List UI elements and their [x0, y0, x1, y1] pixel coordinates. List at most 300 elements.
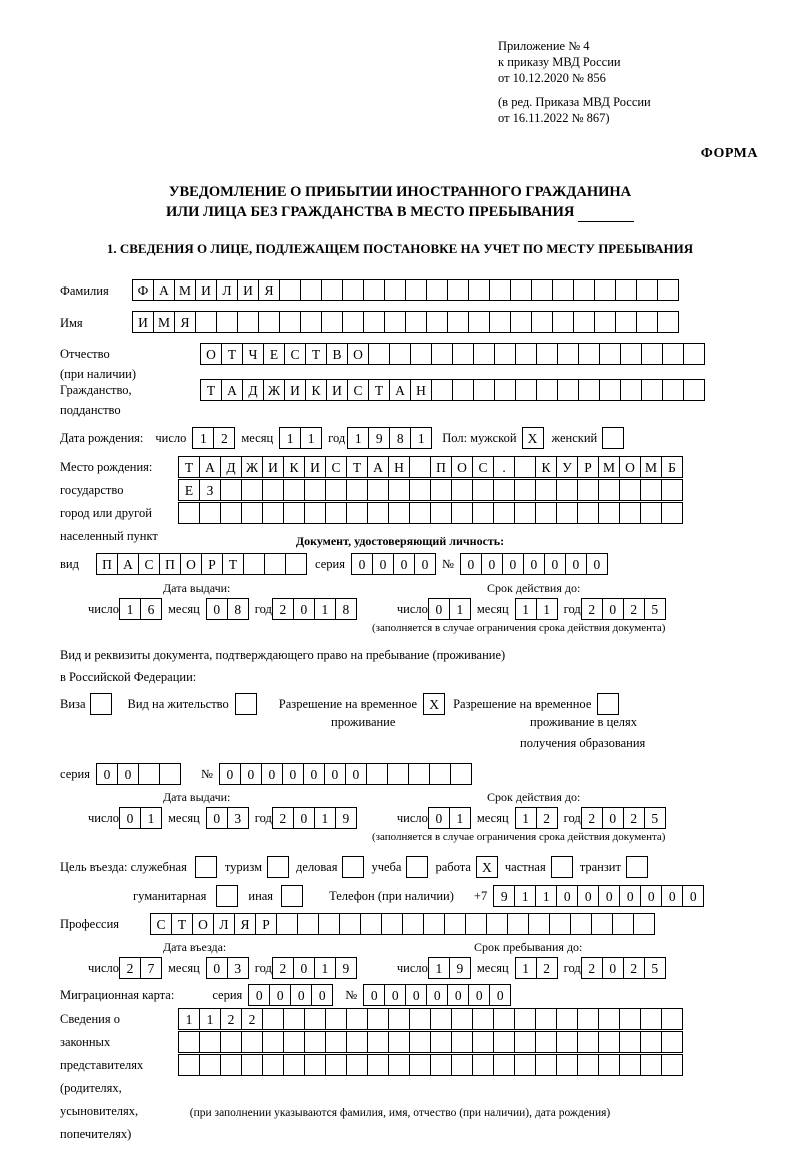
cell[interactable] [431, 379, 453, 401]
cell[interactable] [216, 311, 238, 333]
cell[interactable]: 0 [206, 807, 228, 829]
cell[interactable]: 1 [515, 957, 537, 979]
cell[interactable] [431, 343, 453, 365]
cell[interactable] [661, 1031, 683, 1053]
cell[interactable] [619, 1008, 641, 1030]
cell[interactable]: С [150, 913, 172, 935]
cell[interactable] [641, 343, 663, 365]
cell[interactable]: 0 [523, 553, 545, 575]
legal-reps-line-3[interactable] [178, 1054, 683, 1076]
cell[interactable]: Я [234, 913, 256, 935]
cell[interactable]: 1 [192, 427, 214, 449]
cell[interactable]: И [304, 456, 326, 478]
visa-checkbox[interactable] [90, 693, 112, 715]
cell[interactable]: А [199, 456, 221, 478]
cell[interactable] [367, 502, 389, 524]
sex-male-checkbox[interactable]: Х [522, 427, 544, 449]
cell[interactable] [535, 479, 557, 501]
citizenship-cells[interactable] [200, 379, 705, 401]
stay-doc-series-cells[interactable] [96, 763, 181, 785]
cell[interactable] [472, 1008, 494, 1030]
stay-year-cells[interactable] [581, 957, 666, 979]
cell[interactable]: 1 [279, 427, 301, 449]
cell[interactable] [493, 1031, 515, 1053]
cell[interactable] [325, 1031, 347, 1053]
cell[interactable] [528, 913, 550, 935]
cell[interactable] [409, 1008, 431, 1030]
cell[interactable]: П [430, 456, 452, 478]
cell[interactable]: 0 [363, 984, 385, 1006]
cell[interactable] [138, 763, 160, 785]
cell[interactable] [531, 311, 553, 333]
cell[interactable]: 0 [248, 984, 270, 1006]
cell[interactable] [409, 1031, 431, 1053]
cell[interactable]: О [200, 343, 222, 365]
cell[interactable] [430, 1054, 452, 1076]
cell[interactable] [321, 279, 343, 301]
cell[interactable] [599, 379, 621, 401]
cell[interactable] [367, 1054, 389, 1076]
cell[interactable]: Т [178, 456, 200, 478]
cell[interactable]: 1 [199, 1008, 221, 1030]
cell[interactable] [429, 763, 451, 785]
cell[interactable] [640, 1031, 662, 1053]
cell[interactable] [594, 279, 616, 301]
cell[interactable] [366, 763, 388, 785]
cell[interactable] [452, 343, 474, 365]
cell[interactable] [220, 502, 242, 524]
cell[interactable]: Д [242, 379, 264, 401]
cell[interactable] [367, 1031, 389, 1053]
cell[interactable]: 0 [119, 807, 141, 829]
cell[interactable] [451, 1031, 473, 1053]
cell[interactable]: 1 [449, 598, 471, 620]
cell[interactable] [339, 913, 361, 935]
cell[interactable] [178, 1054, 200, 1076]
cell[interactable] [264, 553, 286, 575]
cell[interactable]: 0 [293, 598, 315, 620]
cell[interactable] [683, 343, 705, 365]
cell[interactable]: Т [368, 379, 390, 401]
cell[interactable] [389, 343, 411, 365]
cell[interactable]: У [556, 456, 578, 478]
cell[interactable]: 0 [460, 553, 482, 575]
cell[interactable] [283, 502, 305, 524]
cell[interactable]: М [598, 456, 620, 478]
cell[interactable]: 1 [140, 807, 162, 829]
stay-doc-valid-month-cells[interactable] [515, 807, 558, 829]
cell[interactable] [262, 502, 284, 524]
cell[interactable] [430, 1008, 452, 1030]
cell[interactable]: 0 [293, 957, 315, 979]
cell[interactable]: 2 [213, 427, 235, 449]
id-doc-valid-year-cells[interactable] [581, 598, 666, 620]
cell[interactable]: 0 [261, 763, 283, 785]
cell[interactable] [662, 343, 684, 365]
cell[interactable] [612, 913, 634, 935]
cell[interactable] [557, 379, 579, 401]
cell[interactable] [619, 479, 641, 501]
purpose-humanitarian-checkbox[interactable] [216, 885, 238, 907]
migration-card-number-cells[interactable] [363, 984, 511, 1006]
cell[interactable]: 7 [140, 957, 162, 979]
cell[interactable]: Е [178, 479, 200, 501]
cell[interactable]: 9 [335, 957, 357, 979]
cell[interactable] [408, 763, 430, 785]
cell[interactable]: 1 [535, 885, 557, 907]
cell[interactable] [388, 1031, 410, 1053]
cell[interactable] [536, 343, 558, 365]
cell[interactable]: 0 [96, 763, 118, 785]
cell[interactable]: 1 [428, 957, 450, 979]
cell[interactable] [452, 379, 474, 401]
cell[interactable] [388, 479, 410, 501]
cell[interactable]: М [174, 279, 196, 301]
cell[interactable]: Ж [263, 379, 285, 401]
cell[interactable]: 1 [347, 427, 369, 449]
patronymic-cells[interactable] [200, 343, 705, 365]
surname-cells[interactable] [132, 279, 679, 301]
cell[interactable] [472, 1031, 494, 1053]
cell[interactable]: 0 [293, 807, 315, 829]
cell[interactable]: 1 [178, 1008, 200, 1030]
stay-month-cells[interactable] [515, 957, 558, 979]
cell[interactable] [409, 456, 431, 478]
cell[interactable] [615, 311, 637, 333]
cell[interactable] [423, 913, 445, 935]
cell[interactable] [178, 502, 200, 524]
cell[interactable]: 1 [314, 807, 336, 829]
cell[interactable] [388, 1008, 410, 1030]
edu-residence-checkbox[interactable] [597, 693, 619, 715]
cell[interactable] [489, 279, 511, 301]
cell[interactable]: 6 [140, 598, 162, 620]
cell[interactable] [304, 1008, 326, 1030]
cell[interactable]: Н [410, 379, 432, 401]
cell[interactable] [493, 1008, 515, 1030]
cell[interactable]: 0 [602, 598, 624, 620]
cell[interactable] [451, 502, 473, 524]
cell[interactable] [304, 479, 326, 501]
cell[interactable]: 1 [314, 598, 336, 620]
cell[interactable] [556, 1031, 578, 1053]
cell[interactable] [447, 311, 469, 333]
cell[interactable]: 5 [644, 598, 666, 620]
cell[interactable] [468, 279, 490, 301]
cell[interactable]: 9 [493, 885, 515, 907]
birthplace-line-1[interactable] [178, 456, 683, 478]
cell[interactable]: 2 [272, 598, 294, 620]
cell[interactable] [346, 1054, 368, 1076]
cell[interactable]: К [305, 379, 327, 401]
cell[interactable]: С [347, 379, 369, 401]
cell[interactable]: О [619, 456, 641, 478]
cell[interactable]: 0 [556, 885, 578, 907]
cell[interactable] [514, 1008, 536, 1030]
cell[interactable] [451, 1054, 473, 1076]
stay-doc-valid-year-cells[interactable] [581, 807, 666, 829]
cell[interactable] [342, 279, 364, 301]
birth-day-cells[interactable] [192, 427, 235, 449]
cell[interactable] [283, 1008, 305, 1030]
id-doc-kind-cells[interactable] [96, 553, 307, 575]
cell[interactable]: О [347, 343, 369, 365]
cell[interactable] [556, 1054, 578, 1076]
cell[interactable] [636, 279, 658, 301]
migration-card-series-cells[interactable] [248, 984, 333, 1006]
cell[interactable] [220, 1054, 242, 1076]
cell[interactable] [241, 502, 263, 524]
cell[interactable]: К [535, 456, 557, 478]
cell[interactable] [577, 1031, 599, 1053]
cell[interactable] [451, 479, 473, 501]
phone-cells[interactable] [493, 885, 704, 907]
cell[interactable]: А [221, 379, 243, 401]
cell[interactable]: 0 [303, 763, 325, 785]
cell[interactable] [451, 1008, 473, 1030]
cell[interactable] [325, 1054, 347, 1076]
cell[interactable] [472, 1054, 494, 1076]
id-doc-issue-day-cells[interactable] [119, 598, 162, 620]
cell[interactable]: 0 [206, 957, 228, 979]
cell[interactable]: 0 [393, 553, 415, 575]
cell[interactable]: Ф [132, 279, 154, 301]
cell[interactable] [363, 311, 385, 333]
cell[interactable] [405, 279, 427, 301]
cell[interactable] [641, 379, 663, 401]
cell[interactable] [535, 502, 557, 524]
id-doc-number-cells[interactable] [460, 553, 608, 575]
cell[interactable]: Н [388, 456, 410, 478]
cell[interactable] [300, 279, 322, 301]
cell[interactable]: 1 [515, 598, 537, 620]
cell[interactable]: И [195, 279, 217, 301]
cell[interactable] [619, 502, 641, 524]
purpose-business-checkbox[interactable] [342, 856, 364, 878]
birth-year-cells[interactable] [347, 427, 432, 449]
cell[interactable] [636, 311, 658, 333]
cell[interactable] [598, 479, 620, 501]
cell[interactable] [304, 1031, 326, 1053]
cell[interactable]: 0 [682, 885, 704, 907]
cell[interactable]: 0 [428, 598, 450, 620]
cell[interactable]: В [326, 343, 348, 365]
cell[interactable]: С [472, 456, 494, 478]
cell[interactable]: 0 [269, 984, 291, 1006]
cell[interactable]: И [262, 456, 284, 478]
cell[interactable] [262, 1031, 284, 1053]
cell[interactable]: 0 [481, 553, 503, 575]
cell[interactable] [633, 913, 655, 935]
cell[interactable] [368, 343, 390, 365]
cell[interactable]: 0 [219, 763, 241, 785]
purpose-transit-checkbox[interactable] [626, 856, 648, 878]
cell[interactable]: 3 [227, 807, 249, 829]
cell[interactable] [304, 1054, 326, 1076]
cell[interactable] [598, 1054, 620, 1076]
cell[interactable] [683, 379, 705, 401]
cell[interactable] [468, 311, 490, 333]
cell[interactable]: Я [258, 279, 280, 301]
cell[interactable]: 0 [428, 807, 450, 829]
cell[interactable]: 0 [426, 984, 448, 1006]
cell[interactable]: 1 [314, 957, 336, 979]
cell[interactable] [514, 479, 536, 501]
legal-reps-line-1[interactable] [178, 1008, 683, 1030]
stay-day-cells[interactable] [428, 957, 471, 979]
cell[interactable] [662, 379, 684, 401]
cell[interactable]: 0 [586, 553, 608, 575]
cell[interactable] [556, 1008, 578, 1030]
cell[interactable] [557, 343, 579, 365]
cell[interactable]: И [237, 279, 259, 301]
cell[interactable]: Р [577, 456, 599, 478]
cell[interactable] [514, 1054, 536, 1076]
stay-doc-issue-month-cells[interactable] [206, 807, 249, 829]
cell[interactable]: 9 [368, 427, 390, 449]
stay-doc-issue-day-cells[interactable] [119, 807, 162, 829]
cell[interactable] [489, 311, 511, 333]
cell[interactable] [640, 1054, 662, 1076]
cell[interactable] [285, 553, 307, 575]
cell[interactable] [514, 1031, 536, 1053]
cell[interactable] [283, 1054, 305, 1076]
cell[interactable] [342, 311, 364, 333]
cell[interactable] [657, 311, 679, 333]
cell[interactable] [577, 502, 599, 524]
purpose-private-checkbox[interactable] [551, 856, 573, 878]
cell[interactable]: Т [346, 456, 368, 478]
cell[interactable]: 0 [502, 553, 524, 575]
cell[interactable] [241, 1054, 263, 1076]
cell[interactable] [515, 379, 537, 401]
cell[interactable] [661, 1054, 683, 1076]
cell[interactable] [283, 479, 305, 501]
cell[interactable]: И [326, 379, 348, 401]
cell[interactable]: 2 [119, 957, 141, 979]
cell[interactable] [276, 913, 298, 935]
cell[interactable] [578, 343, 600, 365]
cell[interactable] [494, 379, 516, 401]
cell[interactable]: 0 [206, 598, 228, 620]
cell[interactable] [262, 1054, 284, 1076]
cell[interactable]: Л [216, 279, 238, 301]
cell[interactable] [577, 479, 599, 501]
purpose-work-checkbox[interactable]: Х [476, 856, 498, 878]
cell[interactable]: 2 [581, 598, 603, 620]
stay-doc-issue-year-cells[interactable] [272, 807, 357, 829]
cell[interactable] [573, 279, 595, 301]
cell[interactable] [450, 763, 472, 785]
cell[interactable]: З [199, 479, 221, 501]
cell[interactable] [549, 913, 571, 935]
cell[interactable] [388, 1054, 410, 1076]
cell[interactable]: Л [213, 913, 235, 935]
cell[interactable] [410, 343, 432, 365]
cell[interactable] [447, 279, 469, 301]
cell[interactable] [493, 479, 515, 501]
cell[interactable]: Т [305, 343, 327, 365]
cell[interactable]: Я [174, 311, 196, 333]
cell[interactable] [472, 502, 494, 524]
cell[interactable] [531, 279, 553, 301]
cell[interactable]: М [153, 311, 175, 333]
cell[interactable] [493, 1054, 515, 1076]
cell[interactable]: О [451, 456, 473, 478]
cell[interactable] [384, 279, 406, 301]
cell[interactable]: С [325, 456, 347, 478]
purpose-service-checkbox[interactable] [195, 856, 217, 878]
cell[interactable] [577, 1054, 599, 1076]
cell[interactable]: П [159, 553, 181, 575]
cell[interactable] [535, 1054, 557, 1076]
cell[interactable] [430, 502, 452, 524]
cell[interactable]: 0 [414, 553, 436, 575]
cell[interactable]: 0 [324, 763, 346, 785]
cell[interactable]: 0 [311, 984, 333, 1006]
cell[interactable] [346, 1031, 368, 1053]
cell[interactable] [199, 1031, 221, 1053]
cell[interactable] [199, 1054, 221, 1076]
cell[interactable] [220, 1031, 242, 1053]
cell[interactable] [243, 553, 265, 575]
cell[interactable]: 1 [119, 598, 141, 620]
cell[interactable]: 2 [581, 957, 603, 979]
cell[interactable] [515, 343, 537, 365]
cell[interactable] [402, 913, 424, 935]
birth-month-cells[interactable] [279, 427, 322, 449]
cell[interactable] [321, 311, 343, 333]
cell[interactable] [620, 343, 642, 365]
cell[interactable] [473, 343, 495, 365]
cell[interactable]: К [283, 456, 305, 478]
cell[interactable] [570, 913, 592, 935]
cell[interactable] [220, 479, 242, 501]
cell[interactable]: Ж [241, 456, 263, 478]
cell[interactable]: И [132, 311, 154, 333]
stay-doc-valid-day-cells[interactable] [428, 807, 471, 829]
cell[interactable] [552, 311, 574, 333]
cell[interactable] [661, 1008, 683, 1030]
cell[interactable]: 0 [602, 957, 624, 979]
cell[interactable] [381, 913, 403, 935]
cell[interactable] [552, 279, 574, 301]
birthplace-line-3[interactable] [178, 502, 683, 524]
cell[interactable] [346, 1008, 368, 1030]
purpose-tourism-checkbox[interactable] [267, 856, 289, 878]
purpose-other-checkbox[interactable] [281, 885, 303, 907]
cell[interactable]: Р [255, 913, 277, 935]
cell[interactable] [591, 913, 613, 935]
cell[interactable] [363, 279, 385, 301]
cell[interactable] [283, 1031, 305, 1053]
cell[interactable] [615, 279, 637, 301]
cell[interactable]: С [284, 343, 306, 365]
cell[interactable]: С [138, 553, 160, 575]
cell[interactable] [556, 479, 578, 501]
cell[interactable]: 2 [536, 957, 558, 979]
cell[interactable]: 2 [623, 598, 645, 620]
cell[interactable]: 0 [640, 885, 662, 907]
cell[interactable]: 1 [536, 598, 558, 620]
cell[interactable] [346, 502, 368, 524]
cell[interactable] [556, 502, 578, 524]
cell[interactable] [430, 1031, 452, 1053]
birthplace-line-2[interactable] [178, 479, 683, 501]
id-doc-issue-year-cells[interactable] [272, 598, 357, 620]
sex-female-checkbox[interactable] [602, 427, 624, 449]
cell[interactable]: 0 [661, 885, 683, 907]
